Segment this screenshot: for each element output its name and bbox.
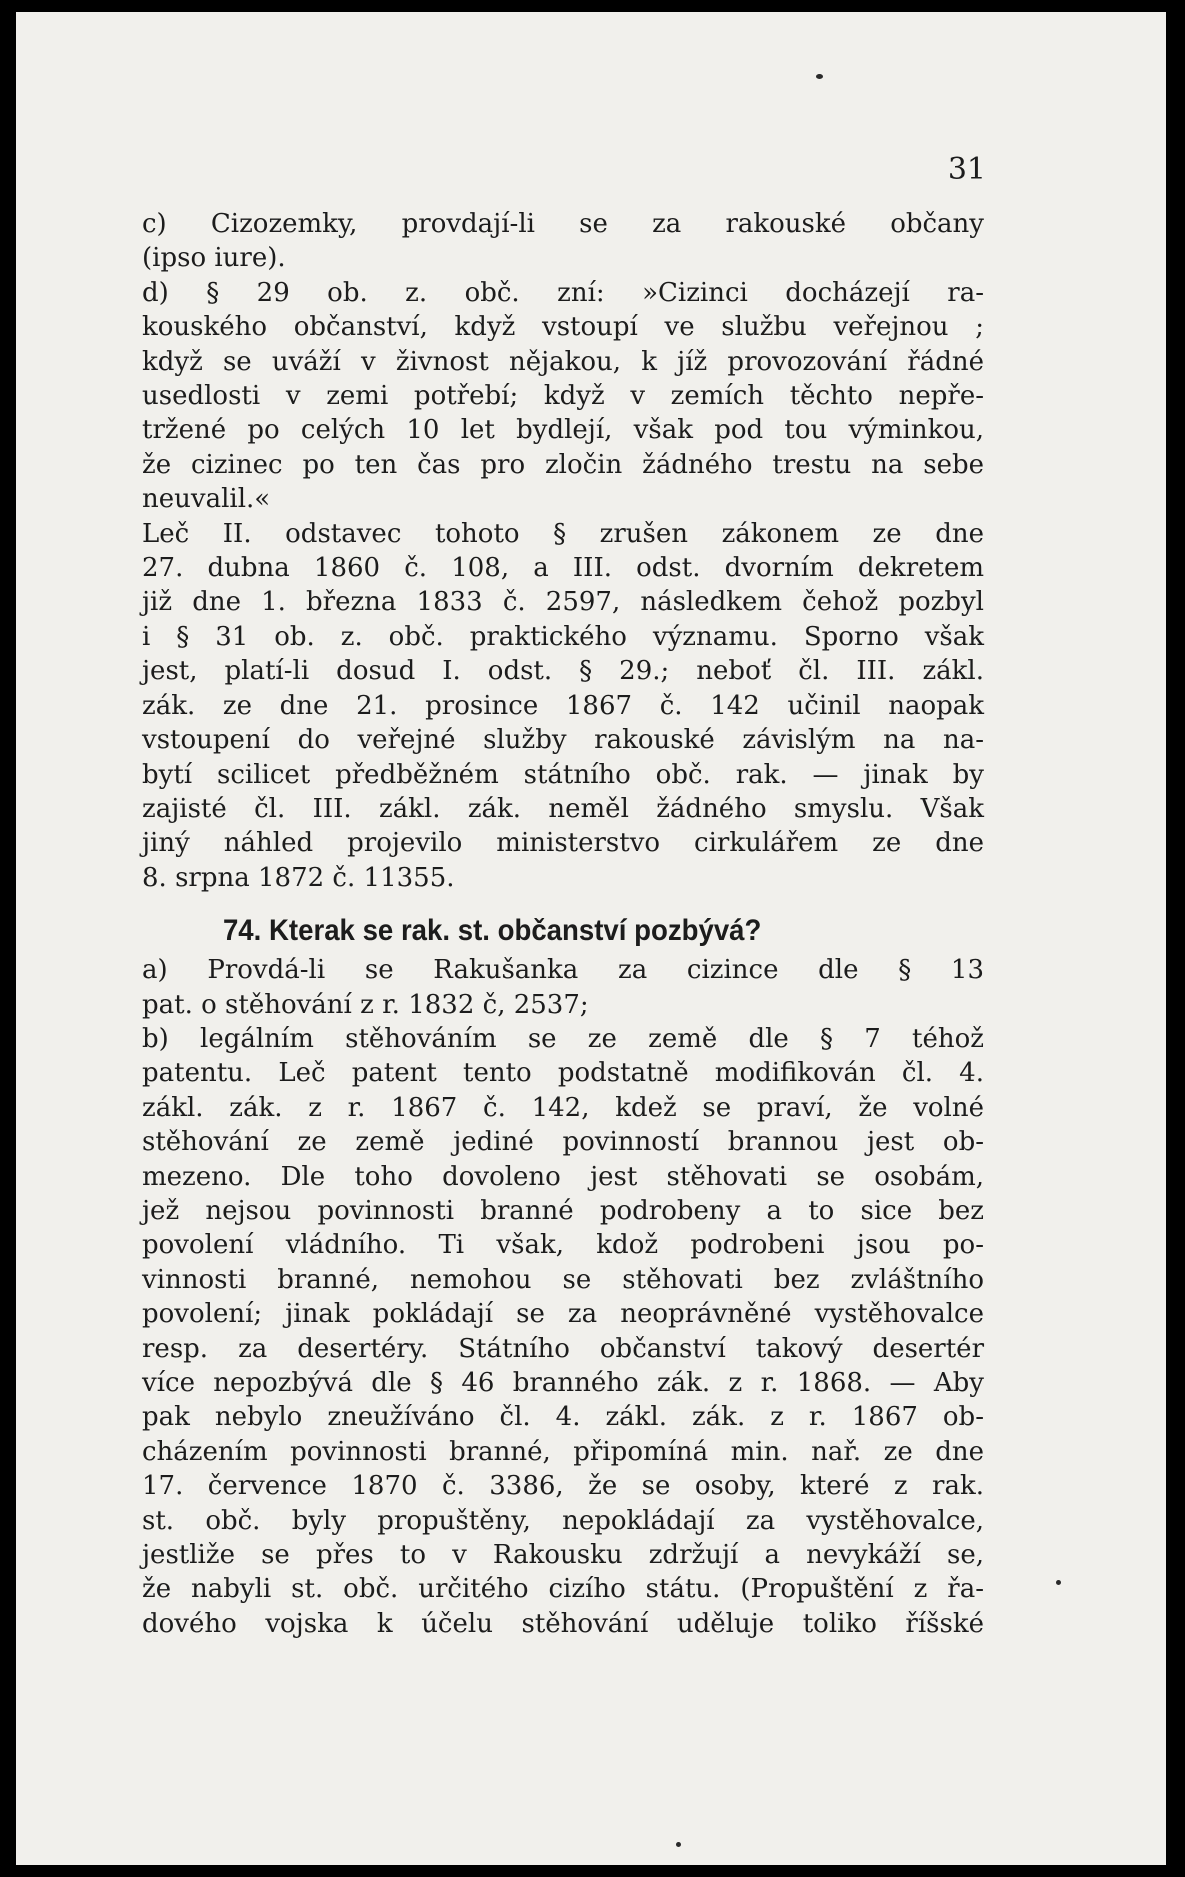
text-line: (ipso iure). [142, 243, 286, 274]
text-line: jest, platí-li dosud I. odst. § 29.; neboť čl. III. zákl. [142, 656, 984, 687]
text-line: neuvalil.« [142, 484, 271, 515]
section-heading: 74. Kterak se rak. st. občanství pozbývá? [222, 914, 762, 948]
text-line: jež nejsou povinnosti branné podrobeny a to sice bez [142, 1195, 984, 1226]
text-line: a) Provdá-li se Rakušanka za cizince dle § 13 [142, 955, 984, 986]
text-line: vstoupení do veřejné služby rakouské závislým na na- [142, 725, 984, 756]
text-line: vinnosti branné, nemohou se stěhovati bez zvláštního [142, 1264, 984, 1295]
text-line: tržené po celých 10 let bydlejí, však pod tou výminkou, [142, 415, 984, 446]
text-line: zákl. zák. z r. 1867 č. 142, kdež se praví, že volné [142, 1092, 984, 1123]
text-line: více nepozbývá dle § 46 branného zák. z r. 1868. — Aby [142, 1368, 984, 1398]
text-line: i § 31 ob. z. obč. praktického významu. Sporno však [142, 621, 984, 652]
paper-speck [816, 74, 823, 79]
text-line: 8. srpna 1872 č. 11355. [142, 862, 455, 893]
text-line: d) § 29 ob. z. obč. zní: »Cizinci docházejí ra- [142, 277, 984, 308]
text-line: 17. července 1870 č. 3386, že se osoby, které z rak. [142, 1471, 984, 1502]
paper-speck [676, 1842, 681, 1847]
text-line: kouského občanství, když vstoupí ve službu veřejnou ; [142, 312, 984, 343]
text-line: že nabyli st. obč. určitého cizího státu. (Propuštění z řa- [142, 1574, 984, 1605]
text-line: pat. o stěhování z r. 1832 č, 2537; [142, 989, 589, 1020]
text-line: resp. za desertéry. Státního občanství takový desertér [142, 1333, 984, 1364]
text-line: jestliže se přes to v Rakousku zdržují a nevykáží se, [142, 1540, 984, 1571]
text-line: 27. dubna 1860 č. 108, a III. odst. dvorním dekretem [142, 553, 984, 584]
page-number: 31 [947, 152, 986, 187]
text-line: dového vojska k účelu stěhování uděluje toliko říšské [142, 1608, 984, 1639]
text-line: zajisté čl. III. zákl. zák. neměl žádného smyslu. Však [142, 793, 984, 824]
text-line: mezeno. Dle toho dovoleno jest stěhovati se osobám, [142, 1161, 984, 1192]
text-line: zák. ze dne 21. prosince 1867 č. 142 učinil naopak [142, 690, 984, 721]
body-text [142, 207, 984, 1641]
text-line: b) legálním stěhováním se ze země dle § 7 téhož [142, 1023, 984, 1054]
text-line: povolení; jinak pokládají se za neoprávněné vystěhovalce [142, 1299, 984, 1330]
text-line: jiný náhled projevilo ministerstvo cirkulářem ze dne [142, 828, 984, 859]
text-line: pak nebylo zneužíváno čl. 4. zákl. zák. z r. 1867 ob- [142, 1402, 984, 1433]
text-line: cházením povinnosti branné, připomíná min. nař. ze dne [142, 1436, 984, 1467]
text-line: povolení vládního. Ti však, kdož podrobeni jsou po- [142, 1230, 984, 1261]
text-line: st. obč. byly propuštěny, nepokládají za vystěhovalce, [142, 1505, 984, 1536]
book-page [16, 12, 1166, 1865]
text-line: c) Cizozemky, provdají-li se za rakouské občany [142, 209, 984, 239]
text-line: bytí scilicet předběžném státního obč. rak. — jinak by [142, 759, 984, 790]
text-line: již dne 1. března 1833 č. 2597, následkem čehož pozbyl [142, 587, 984, 618]
text-line: že cizinec po ten čas pro zločin žádného trestu na sebe [142, 449, 984, 480]
text-line: patentu. Leč patent tento podstatně modifikován čl. 4. [142, 1058, 984, 1089]
text-line: usedlosti v zemi potřebí; když v zemích těchto nepře- [142, 381, 984, 412]
text-line: stěhování ze země jediné povinností brannou jest ob- [142, 1127, 984, 1158]
text-line: když se uváží v živnost nějakou, k jíž provozování řádné [142, 346, 984, 377]
text-line: Leč II. odstavec tohoto § zrušen zákonem ze dne [142, 518, 984, 549]
paper-speck [1056, 1580, 1061, 1585]
